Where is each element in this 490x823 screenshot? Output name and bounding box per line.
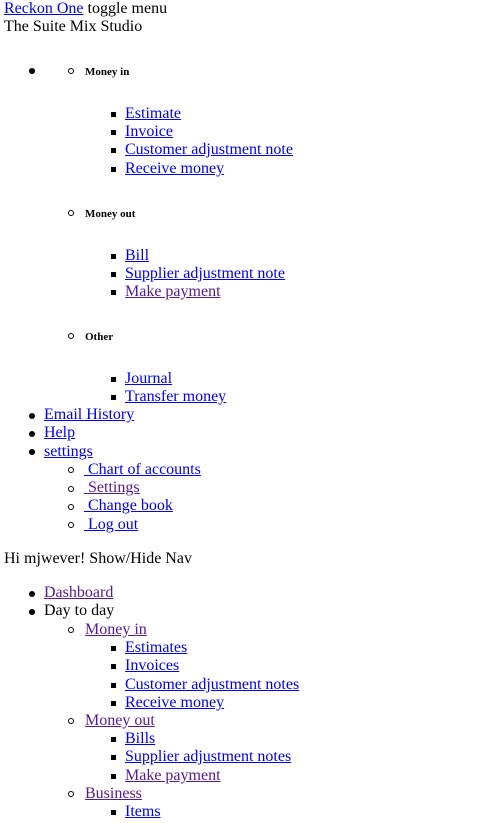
create-estimate-link[interactable]: Estimate bbox=[125, 105, 181, 122]
list-bullet bbox=[68, 718, 74, 724]
list-bullet bbox=[29, 609, 35, 615]
settings-item-link[interactable]: Settings bbox=[84, 479, 140, 496]
create-invoice-link[interactable]: Invoice bbox=[125, 123, 173, 140]
list-bullet bbox=[68, 791, 74, 797]
chart-of-accounts-link[interactable]: Chart of accounts bbox=[84, 461, 201, 478]
list-bullet bbox=[68, 210, 74, 216]
list-bullet bbox=[111, 377, 116, 382]
list-bullet bbox=[68, 522, 74, 528]
create-transfer-money-link[interactable]: Transfer money bbox=[125, 388, 227, 405]
list-bullet bbox=[29, 431, 35, 437]
create-receive-money-link[interactable]: Receive money bbox=[125, 160, 225, 177]
list-bullet bbox=[111, 810, 116, 815]
list-bullet bbox=[29, 449, 35, 455]
create-journal-link[interactable]: Journal bbox=[125, 370, 173, 387]
list-bullet bbox=[111, 646, 116, 651]
list-bullet bbox=[68, 333, 74, 339]
log-out-link[interactable]: Log out bbox=[84, 516, 139, 533]
list-bullet bbox=[111, 683, 116, 688]
greeting-toggle-nav[interactable]: Hi mjwever! Show/Hide Nav bbox=[4, 550, 192, 567]
list-bullet bbox=[68, 486, 74, 492]
company-name: The Suite Mix Studio bbox=[4, 18, 143, 35]
nav-make-payment-link[interactable]: Make payment bbox=[125, 767, 221, 784]
nav-day-to-day-label: Day to day bbox=[44, 602, 115, 619]
list-bullet bbox=[68, 504, 74, 510]
brand-link[interactable]: Reckon One bbox=[4, 0, 84, 17]
create-customer-adjustment-note-link[interactable]: Customer adjustment note bbox=[125, 141, 293, 158]
list-bullet bbox=[29, 68, 35, 74]
nav-business-link[interactable]: Business bbox=[85, 785, 142, 802]
nav-supplier-adjustment-notes-link[interactable]: Supplier adjustment notes bbox=[125, 748, 292, 765]
list-bullet bbox=[111, 167, 116, 172]
list-bullet bbox=[111, 148, 116, 153]
nav-customer-adjustment-notes-link[interactable]: Customer adjustment notes bbox=[125, 676, 300, 693]
nav-receive-money-link[interactable]: Receive money bbox=[125, 694, 225, 711]
list-bullet bbox=[111, 755, 116, 760]
list-bullet bbox=[111, 774, 116, 779]
create-make-payment-link[interactable]: Make payment bbox=[125, 283, 221, 300]
change-book-link[interactable]: Change book bbox=[84, 497, 173, 514]
list-bullet bbox=[111, 664, 116, 669]
list-bullet bbox=[111, 112, 116, 117]
list-bullet bbox=[29, 591, 35, 597]
list-bullet bbox=[29, 413, 35, 419]
email-history-link[interactable]: Email History bbox=[44, 406, 135, 423]
list-bullet bbox=[111, 701, 116, 706]
create-bill-link[interactable]: Bill bbox=[125, 247, 150, 264]
nav-estimates-link[interactable]: Estimates bbox=[125, 639, 188, 656]
help-link[interactable]: Help bbox=[44, 424, 76, 441]
toggle-menu-button[interactable]: toggle menu bbox=[87, 0, 168, 17]
create-supplier-adjustment-note-link[interactable]: Supplier adjustment note bbox=[125, 265, 285, 282]
create-money-out-heading: Money out bbox=[85, 208, 136, 220]
list-bullet bbox=[111, 737, 116, 742]
nav-dashboard-link[interactable]: Dashboard bbox=[44, 584, 114, 601]
nav-money-out-link[interactable]: Money out bbox=[85, 712, 155, 729]
list-bullet bbox=[68, 627, 74, 633]
list-bullet bbox=[68, 467, 74, 473]
nav-bills-link[interactable]: Bills bbox=[125, 730, 156, 747]
list-bullet bbox=[111, 290, 116, 295]
nav-invoices-link[interactable]: Invoices bbox=[125, 657, 180, 674]
create-other-heading: Other bbox=[85, 331, 114, 343]
list-bullet bbox=[111, 395, 116, 400]
nav-items-link[interactable]: Items bbox=[125, 803, 161, 820]
nav-money-in-link[interactable]: Money in bbox=[85, 621, 147, 638]
list-bullet bbox=[111, 272, 116, 277]
list-bullet bbox=[68, 68, 74, 74]
list-bullet bbox=[111, 130, 116, 135]
create-money-in-heading: Money in bbox=[85, 66, 130, 78]
settings-link[interactable]: settings bbox=[44, 443, 93, 460]
list-bullet bbox=[111, 254, 116, 259]
